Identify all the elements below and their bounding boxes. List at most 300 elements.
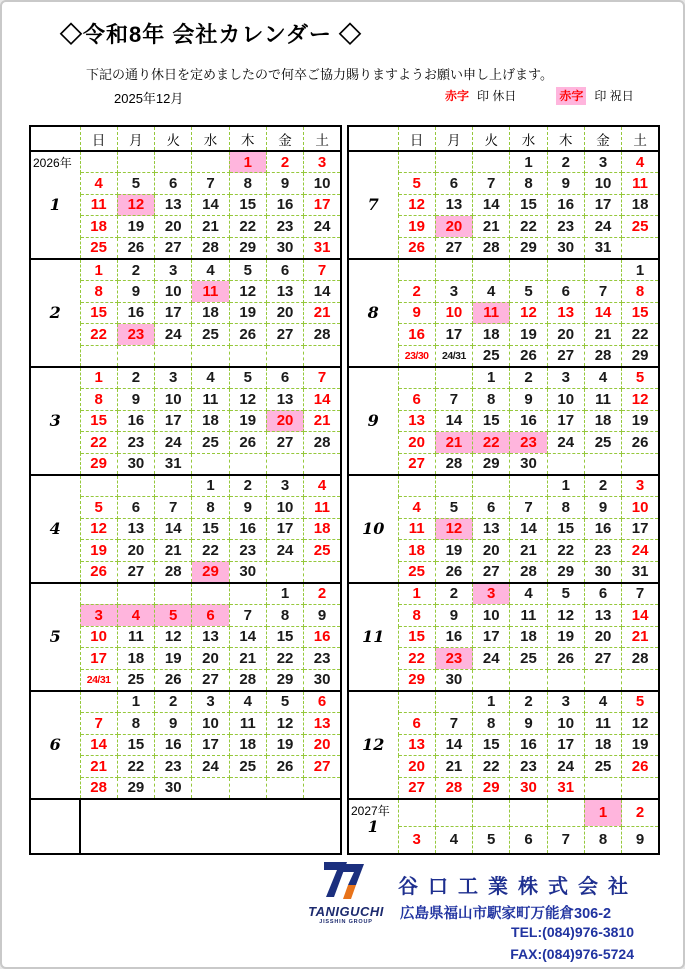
day-cell: 1	[80, 259, 117, 281]
day-cell	[398, 259, 435, 281]
day-cell: 13	[266, 389, 303, 411]
day-cell	[117, 151, 154, 173]
day-cell: 15	[117, 734, 154, 756]
day-cell: 13	[304, 712, 341, 734]
day-cell: 12	[80, 518, 117, 540]
day-cell: 21	[155, 540, 192, 562]
day-cell: 4	[117, 604, 154, 626]
day-cell: 11	[510, 604, 547, 626]
day-cell: 29	[510, 237, 547, 259]
day-cell: 14	[304, 389, 341, 411]
day-cell: 8	[80, 389, 117, 411]
day-cell: 7	[510, 497, 547, 519]
day-cell: 2	[117, 259, 154, 281]
day-cell: 15	[622, 302, 659, 324]
legend-holiday-sample: 赤字	[445, 89, 470, 103]
day-cell: 26	[155, 669, 192, 691]
month-label-cell	[30, 691, 80, 799]
month-label-cell	[348, 151, 398, 259]
company-address: 広島県福山市駅家町万能倉306-2	[400, 906, 612, 922]
day-cell	[398, 799, 435, 827]
day-cell: 28	[435, 453, 472, 475]
day-cell: 22	[510, 216, 547, 238]
day-cell: 14	[584, 302, 621, 324]
day-cell: 20	[155, 216, 192, 238]
day-cell: 10	[80, 626, 117, 648]
day-cell: 13	[435, 194, 472, 216]
day-header: 日	[80, 126, 117, 151]
day-cell	[473, 799, 510, 827]
day-cell: 17	[622, 518, 659, 540]
day-cell: 20	[117, 540, 154, 562]
day-cell: 21	[304, 410, 341, 432]
day-cell: 13	[117, 518, 154, 540]
day-cell: 21	[192, 216, 229, 238]
day-cell: 9	[155, 712, 192, 734]
day-cell: 23	[117, 432, 154, 454]
day-cell: 5	[80, 497, 117, 519]
day-header: 金	[266, 126, 303, 151]
day-cell: 12	[229, 281, 266, 303]
day-cell: 26	[398, 237, 435, 259]
day-cell: 30	[229, 561, 266, 583]
day-cell: 22	[117, 756, 154, 778]
day-cell: 15	[80, 302, 117, 324]
day-cell: 23	[117, 324, 154, 346]
day-cell: 5	[155, 604, 192, 626]
day-cell: 15	[229, 194, 266, 216]
day-cell: 27	[117, 561, 154, 583]
day-cell	[80, 345, 117, 367]
day-cell: 21	[584, 324, 621, 346]
day-cell: 21	[229, 648, 266, 670]
day-cell	[547, 453, 584, 475]
day-cell: 20	[192, 648, 229, 670]
day-cell: 9	[117, 281, 154, 303]
day-cell	[117, 475, 154, 497]
company-tel: TEL:(084)976-3810	[511, 924, 634, 940]
day-cell: 6	[547, 281, 584, 303]
day-cell	[229, 345, 266, 367]
day-cell: 15	[473, 734, 510, 756]
day-cell	[155, 345, 192, 367]
day-cell: 18	[229, 734, 266, 756]
month-number: 10	[362, 519, 385, 539]
day-cell: 5	[229, 259, 266, 281]
day-cell	[266, 561, 303, 583]
day-cell: 27	[584, 648, 621, 670]
day-cell: 11	[398, 518, 435, 540]
day-cell: 23/30	[398, 345, 435, 367]
day-cell	[435, 691, 472, 713]
day-cell: 13	[398, 410, 435, 432]
day-cell: 8	[510, 173, 547, 195]
day-cell: 4	[192, 259, 229, 281]
month-number: 8	[367, 303, 379, 323]
day-cell: 9	[547, 173, 584, 195]
day-cell: 6	[435, 173, 472, 195]
day-cell: 21	[304, 302, 341, 324]
day-cell: 31	[547, 777, 584, 799]
day-cell: 11	[229, 712, 266, 734]
day-cell: 3	[266, 475, 303, 497]
day-cell: 24	[584, 216, 621, 238]
day-cell: 30	[510, 453, 547, 475]
day-cell: 5	[266, 691, 303, 713]
day-cell: 24/31	[80, 669, 117, 691]
day-cell: 30	[155, 777, 192, 799]
day-cell: 5	[435, 497, 472, 519]
day-cell: 8	[117, 712, 154, 734]
day-cell: 22	[80, 432, 117, 454]
day-cell: 20	[398, 432, 435, 454]
day-cell: 3	[622, 475, 659, 497]
day-cell: 15	[398, 626, 435, 648]
day-cell: 25	[398, 561, 435, 583]
day-cell: 13	[398, 734, 435, 756]
month-label-cell	[348, 691, 398, 799]
day-cell: 26	[622, 432, 659, 454]
day-cell: 3	[80, 604, 117, 626]
day-cell: 16	[510, 410, 547, 432]
day-cell: 30	[584, 561, 621, 583]
day-cell: 20	[584, 626, 621, 648]
day-cell	[192, 583, 229, 605]
day-cell	[192, 345, 229, 367]
day-cell: 9	[622, 826, 659, 854]
day-cell: 9	[117, 389, 154, 411]
day-cell	[547, 799, 584, 827]
day-cell	[435, 151, 472, 173]
day-cell: 25	[584, 432, 621, 454]
day-cell: 24	[155, 324, 192, 346]
day-cell: 2	[117, 367, 154, 389]
day-cell: 10	[473, 604, 510, 626]
day-cell: 8	[473, 389, 510, 411]
month-label-cell	[30, 151, 80, 259]
day-cell: 22	[398, 648, 435, 670]
day-cell: 17	[473, 626, 510, 648]
day-cell: 20	[398, 756, 435, 778]
day-cell: 13	[547, 302, 584, 324]
day-cell: 7	[547, 826, 584, 854]
month-label-cell	[348, 799, 398, 854]
day-cell: 21	[473, 216, 510, 238]
day-cell	[304, 453, 341, 475]
day-cell: 22	[473, 432, 510, 454]
day-cell: 28	[192, 237, 229, 259]
month-number: 12	[362, 735, 385, 755]
day-cell: 25	[622, 216, 659, 238]
legend-festival-sample: 赤字	[556, 87, 586, 105]
company-logo	[300, 860, 392, 925]
day-cell: 17	[547, 410, 584, 432]
day-cell: 11	[473, 302, 510, 324]
day-cell: 27	[398, 777, 435, 799]
day-cell	[622, 453, 659, 475]
day-cell: 7	[473, 173, 510, 195]
day-header: 木	[547, 126, 584, 151]
day-cell: 6	[473, 497, 510, 519]
day-cell: 18	[584, 734, 621, 756]
day-cell: 2	[304, 583, 341, 605]
month-label-cell	[30, 475, 80, 583]
day-cell: 3	[473, 583, 510, 605]
day-cell	[622, 777, 659, 799]
day-cell: 25	[584, 756, 621, 778]
day-cell: 28	[304, 432, 341, 454]
day-cell: 20	[266, 302, 303, 324]
day-cell: 23	[304, 648, 341, 670]
day-cell: 9	[584, 497, 621, 519]
day-cell	[435, 259, 472, 281]
day-cell: 26	[229, 324, 266, 346]
day-header: 月	[117, 126, 154, 151]
day-cell: 20	[435, 216, 472, 238]
day-cell: 8	[192, 497, 229, 519]
day-cell: 29	[192, 561, 229, 583]
day-cell: 17	[547, 734, 584, 756]
day-cell	[398, 367, 435, 389]
day-cell: 6	[398, 712, 435, 734]
day-cell: 17	[192, 734, 229, 756]
day-cell: 12	[155, 626, 192, 648]
day-cell: 15	[547, 518, 584, 540]
day-cell: 27	[398, 453, 435, 475]
day-cell: 26	[547, 648, 584, 670]
day-cell: 1	[192, 475, 229, 497]
day-cell: 27	[304, 756, 341, 778]
day-cell: 16	[510, 734, 547, 756]
day-header: 日	[398, 126, 435, 151]
day-cell: 1	[547, 475, 584, 497]
day-cell	[155, 583, 192, 605]
month-label-cell	[30, 583, 80, 691]
day-cell: 4	[192, 367, 229, 389]
month-label-cell	[348, 259, 398, 367]
day-cell: 10	[192, 712, 229, 734]
day-cell: 8	[229, 173, 266, 195]
day-cell: 22	[547, 540, 584, 562]
day-cell: 16	[304, 626, 341, 648]
day-cell: 18	[473, 324, 510, 346]
day-cell: 17	[266, 518, 303, 540]
day-cell	[473, 151, 510, 173]
day-cell: 26	[229, 432, 266, 454]
day-cell	[266, 453, 303, 475]
day-cell: 4	[510, 583, 547, 605]
day-cell: 19	[435, 540, 472, 562]
day-cell: 6	[398, 389, 435, 411]
day-cell: 29	[266, 669, 303, 691]
day-cell	[398, 151, 435, 173]
day-cell	[547, 259, 584, 281]
day-cell: 19	[510, 324, 547, 346]
day-cell: 29	[473, 777, 510, 799]
day-cell: 17	[304, 194, 341, 216]
day-cell: 28	[155, 561, 192, 583]
day-cell: 18	[117, 648, 154, 670]
day-cell: 2	[266, 151, 303, 173]
day-cell: 8	[398, 604, 435, 626]
day-cell: 24	[547, 756, 584, 778]
day-cell: 24	[155, 432, 192, 454]
day-cell: 16	[117, 410, 154, 432]
day-cell: 1	[229, 151, 266, 173]
day-cell: 18	[510, 626, 547, 648]
day-cell	[473, 475, 510, 497]
day-cell: 26	[80, 561, 117, 583]
day-cell: 21	[435, 756, 472, 778]
day-cell: 26	[510, 345, 547, 367]
day-cell: 7	[192, 173, 229, 195]
day-cell: 3	[398, 826, 435, 854]
day-cell: 17	[80, 648, 117, 670]
day-cell	[229, 583, 266, 605]
day-cell: 29	[80, 453, 117, 475]
day-cell: 2	[510, 691, 547, 713]
day-cell: 29	[547, 561, 584, 583]
day-cell: 31	[584, 237, 621, 259]
day-header: 土	[304, 126, 341, 151]
day-cell: 11	[304, 497, 341, 519]
day-cell: 13	[266, 281, 303, 303]
day-cell: 8	[547, 497, 584, 519]
subtitle-text: 下記の通り休日を定めましたので何卒ご協力賜りますようお願い申し上げます。	[86, 67, 553, 82]
day-cell: 11	[622, 173, 659, 195]
day-cell: 1	[117, 691, 154, 713]
day-cell: 27	[192, 669, 229, 691]
day-cell: 30	[510, 777, 547, 799]
month-number: 1	[49, 195, 61, 215]
day-cell: 22	[266, 648, 303, 670]
day-cell: 11	[192, 281, 229, 303]
day-cell	[510, 799, 547, 827]
day-cell	[435, 475, 472, 497]
day-cell: 9	[510, 712, 547, 734]
day-cell: 23	[435, 648, 472, 670]
month-number: 2	[49, 303, 61, 323]
day-cell: 26	[117, 237, 154, 259]
day-cell: 2	[229, 475, 266, 497]
day-cell: 24	[622, 540, 659, 562]
day-cell: 8	[80, 281, 117, 303]
legend-festival-label: 印 祝日	[594, 89, 634, 103]
day-cell: 3	[547, 691, 584, 713]
day-cell: 7	[304, 259, 341, 281]
day-cell: 9	[266, 173, 303, 195]
day-cell: 10	[547, 389, 584, 411]
day-cell: 4	[80, 173, 117, 195]
day-cell	[80, 475, 117, 497]
day-cell: 20	[304, 734, 341, 756]
day-cell: 8	[622, 281, 659, 303]
day-cell: 20	[547, 324, 584, 346]
day-cell: 12	[398, 194, 435, 216]
day-cell: 30	[266, 237, 303, 259]
day-cell: 3	[435, 281, 472, 303]
day-cell: 14	[473, 194, 510, 216]
day-cell	[192, 453, 229, 475]
day-cell: 16	[229, 518, 266, 540]
day-cell: 21	[80, 756, 117, 778]
day-cell: 23	[584, 540, 621, 562]
day-cell: 4	[622, 151, 659, 173]
tt-monogram-icon	[323, 860, 369, 900]
day-cell: 25	[192, 324, 229, 346]
day-cell: 14	[192, 194, 229, 216]
day-header: 金	[584, 126, 621, 151]
day-cell: 7	[229, 604, 266, 626]
day-cell: 14	[510, 518, 547, 540]
day-cell: 24	[304, 216, 341, 238]
month-number: 4	[49, 519, 61, 539]
day-cell: 3	[155, 367, 192, 389]
day-cell: 4	[304, 475, 341, 497]
day-cell: 12	[117, 194, 154, 216]
day-cell	[510, 475, 547, 497]
month-number: 7	[367, 195, 379, 215]
day-cell: 9	[510, 389, 547, 411]
day-cell: 5	[510, 281, 547, 303]
day-cell	[398, 475, 435, 497]
day-cell: 6	[304, 691, 341, 713]
legend	[445, 87, 634, 104]
day-cell: 23	[547, 216, 584, 238]
day-cell: 26	[622, 756, 659, 778]
day-cell: 26	[266, 756, 303, 778]
day-cell: 2	[398, 281, 435, 303]
day-cell: 4	[229, 691, 266, 713]
day-cell: 10	[584, 173, 621, 195]
day-cell: 21	[510, 540, 547, 562]
day-cell: 27	[473, 561, 510, 583]
day-cell: 6	[266, 259, 303, 281]
month-label-cell	[30, 259, 80, 367]
day-cell: 28	[622, 648, 659, 670]
day-cell	[547, 669, 584, 691]
day-cell: 12	[622, 712, 659, 734]
day-header: 土	[622, 126, 659, 151]
empty-label-cell	[30, 799, 80, 854]
day-cell: 28	[304, 324, 341, 346]
day-cell: 10	[266, 497, 303, 519]
day-cell	[473, 669, 510, 691]
day-cell: 17	[155, 302, 192, 324]
month-label-cell	[348, 367, 398, 475]
day-cell: 14	[622, 604, 659, 626]
day-cell	[117, 583, 154, 605]
day-cell: 12	[266, 712, 303, 734]
day-cell: 5	[117, 173, 154, 195]
day-cell	[435, 799, 472, 827]
day-cell: 29	[473, 453, 510, 475]
day-cell: 4	[584, 367, 621, 389]
day-cell	[584, 453, 621, 475]
day-cell: 7	[622, 583, 659, 605]
day-cell: 19	[622, 410, 659, 432]
day-cell: 6	[584, 583, 621, 605]
day-cell: 2	[435, 583, 472, 605]
day-cell: 13	[155, 194, 192, 216]
day-cell: 21	[435, 432, 472, 454]
day-cell: 18	[80, 216, 117, 238]
day-cell: 3	[304, 151, 341, 173]
day-cell: 22	[80, 324, 117, 346]
day-cell: 29	[229, 237, 266, 259]
day-header: 火	[155, 126, 192, 151]
day-cell	[80, 151, 117, 173]
